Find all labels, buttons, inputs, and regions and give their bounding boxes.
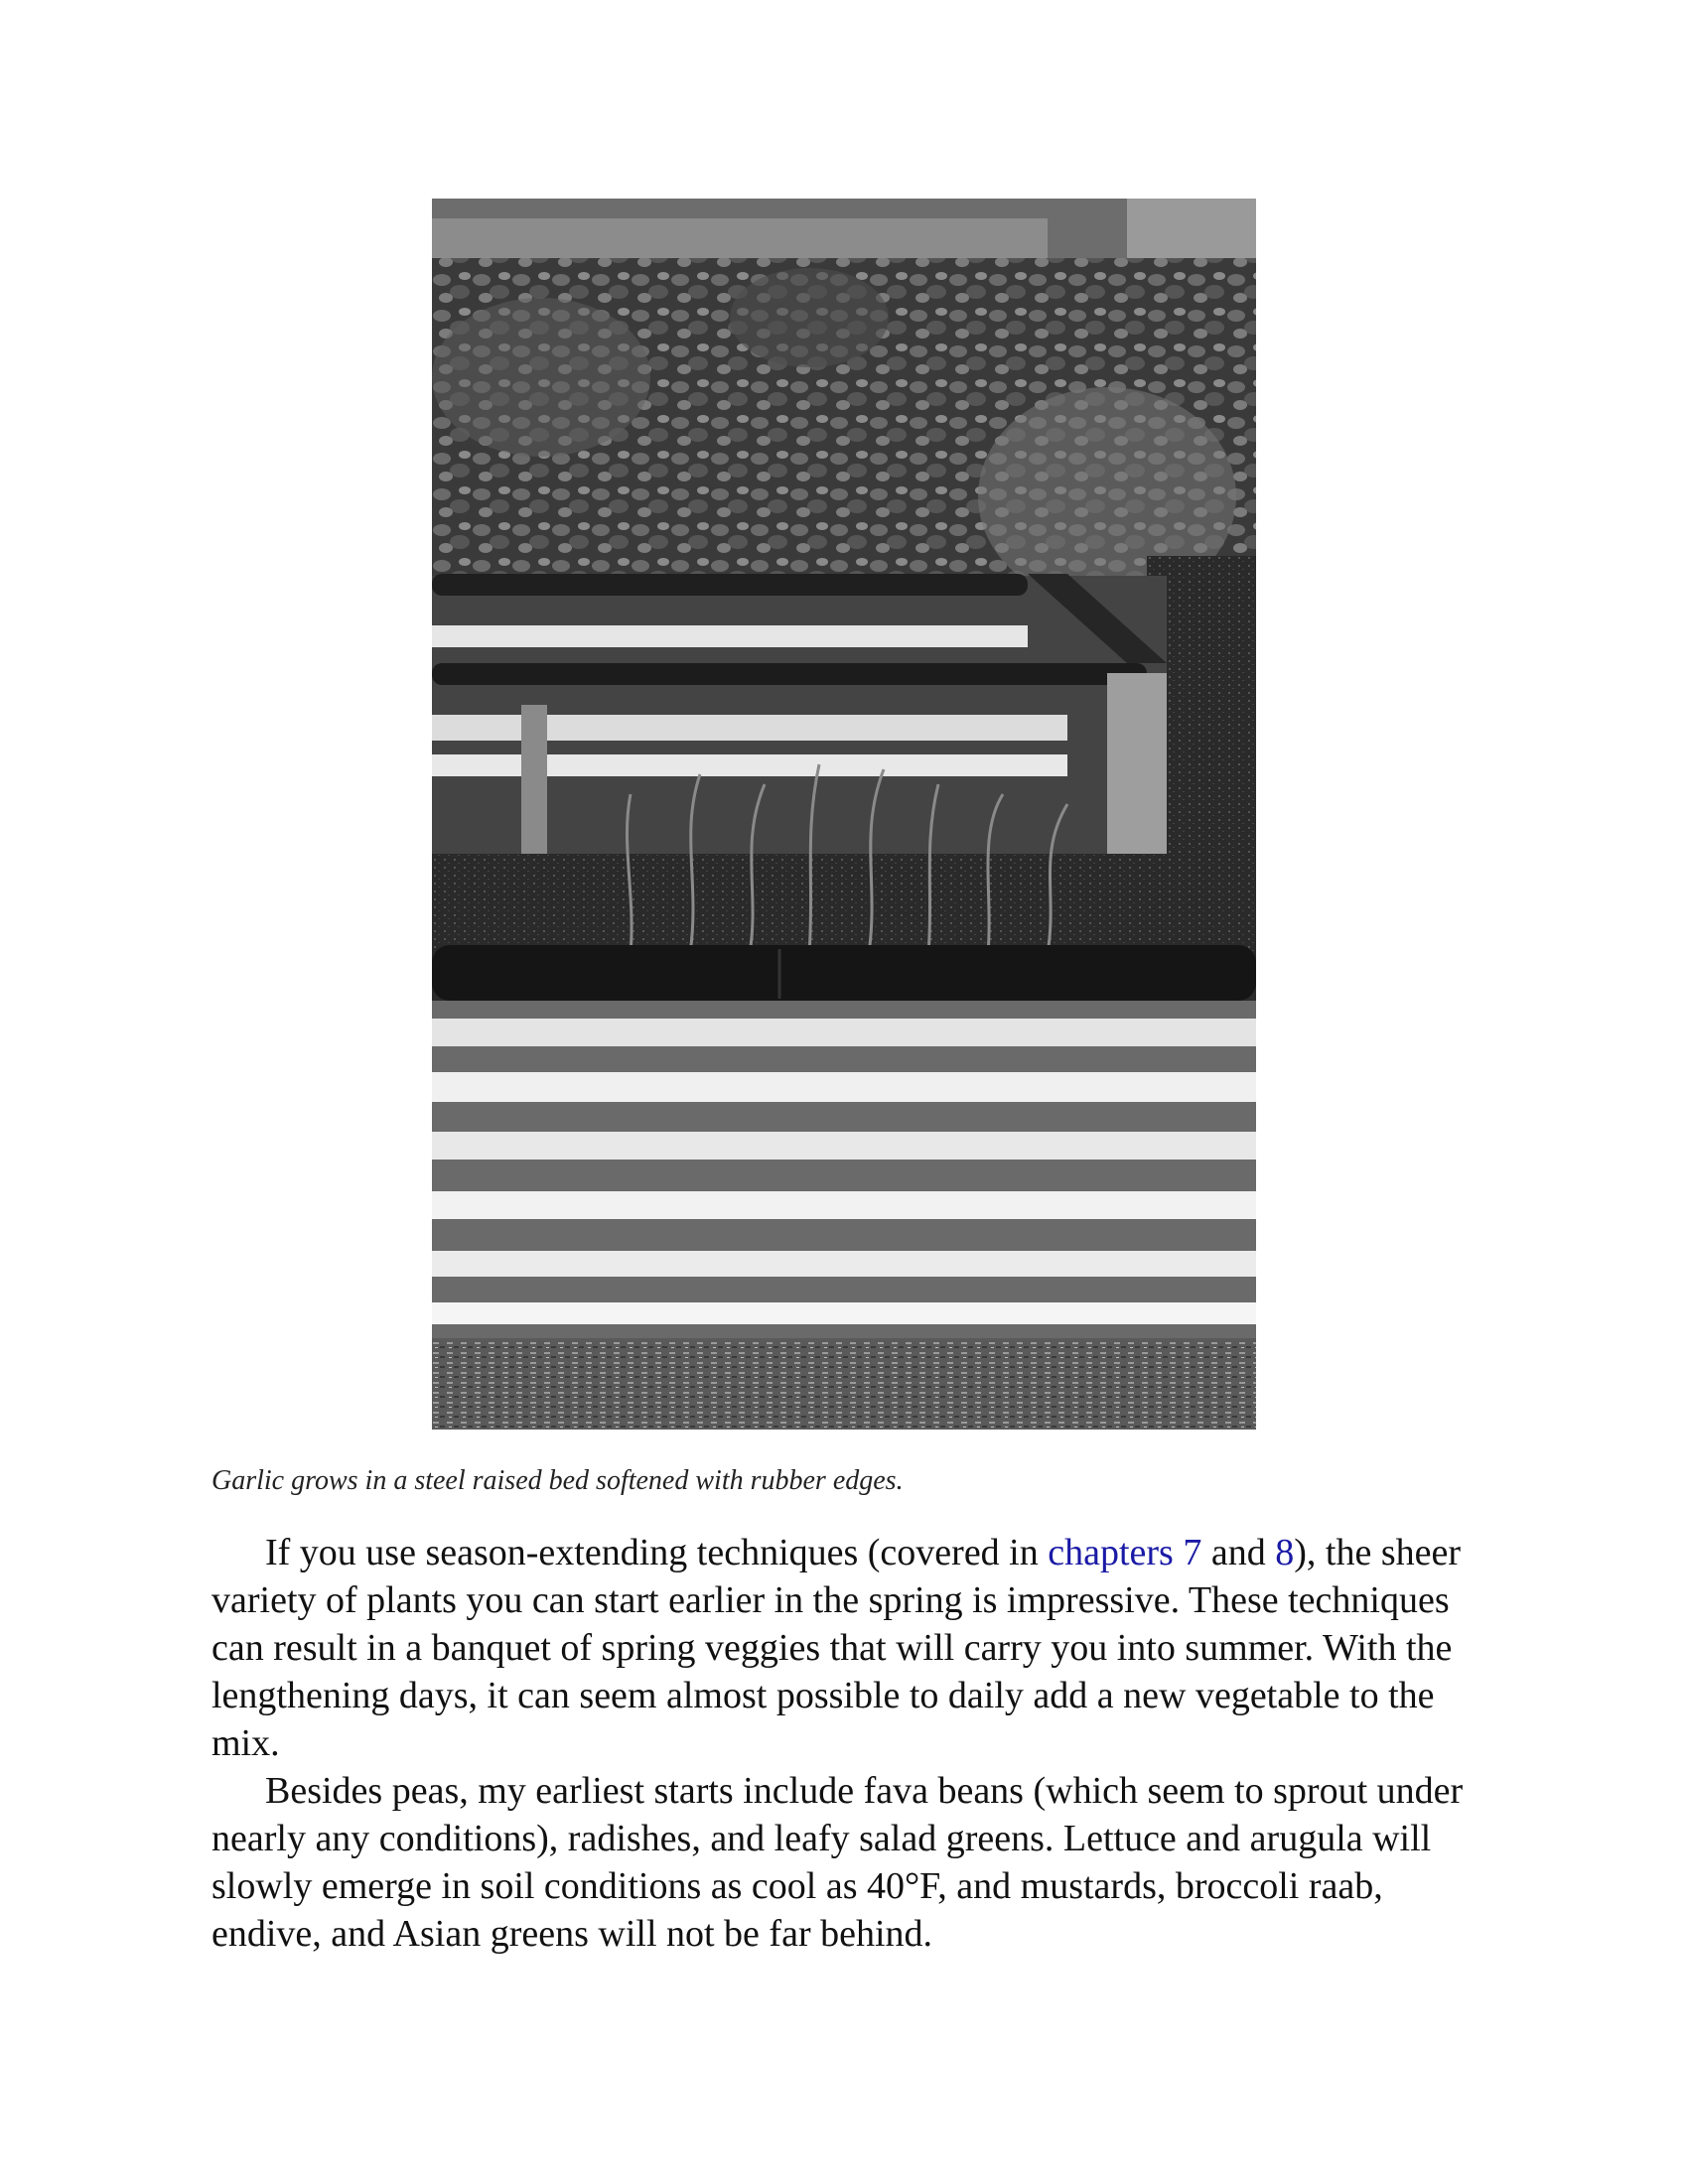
body-text — [211, 1529, 1492, 1958]
paragraph-1-conjunction: and — [1201, 1532, 1276, 1573]
paragraph-2: Besides peas, my earliest starts include fava beans (which seem to sprout under nearly any conditions), radishes, and leafy salad greens. Lettuce and arugula will slowly emerge in soil conditions as cool as 40°F, and mustards, broccoli raab, endive, and Asian greens will not be far behind. — [211, 1770, 1464, 1955]
chapter-7-link[interactable]: chapters 7 — [1048, 1532, 1202, 1573]
garlic-raised-bed-photo — [432, 199, 1256, 1430]
chapter-8-link[interactable]: 8 — [1275, 1532, 1295, 1573]
figure-caption: Garlic grows in a steel raised bed softened with rubber edges. — [211, 1465, 904, 1496]
photo-illustration — [432, 199, 1256, 1430]
paragraph-1 — [211, 1529, 1492, 1767]
paragraph-1-start: If you use season-extending techniques (covered in — [265, 1532, 1049, 1573]
paragraph-1-rest: ), the sheer variety of plants you can start earlier in the spring is impressive. These techniques can result in a banquet of spring veggies that will carry you into summer. With the lengthening days, it can seem almost possible to daily add a new vegetable to the mix. — [211, 1532, 1461, 1764]
